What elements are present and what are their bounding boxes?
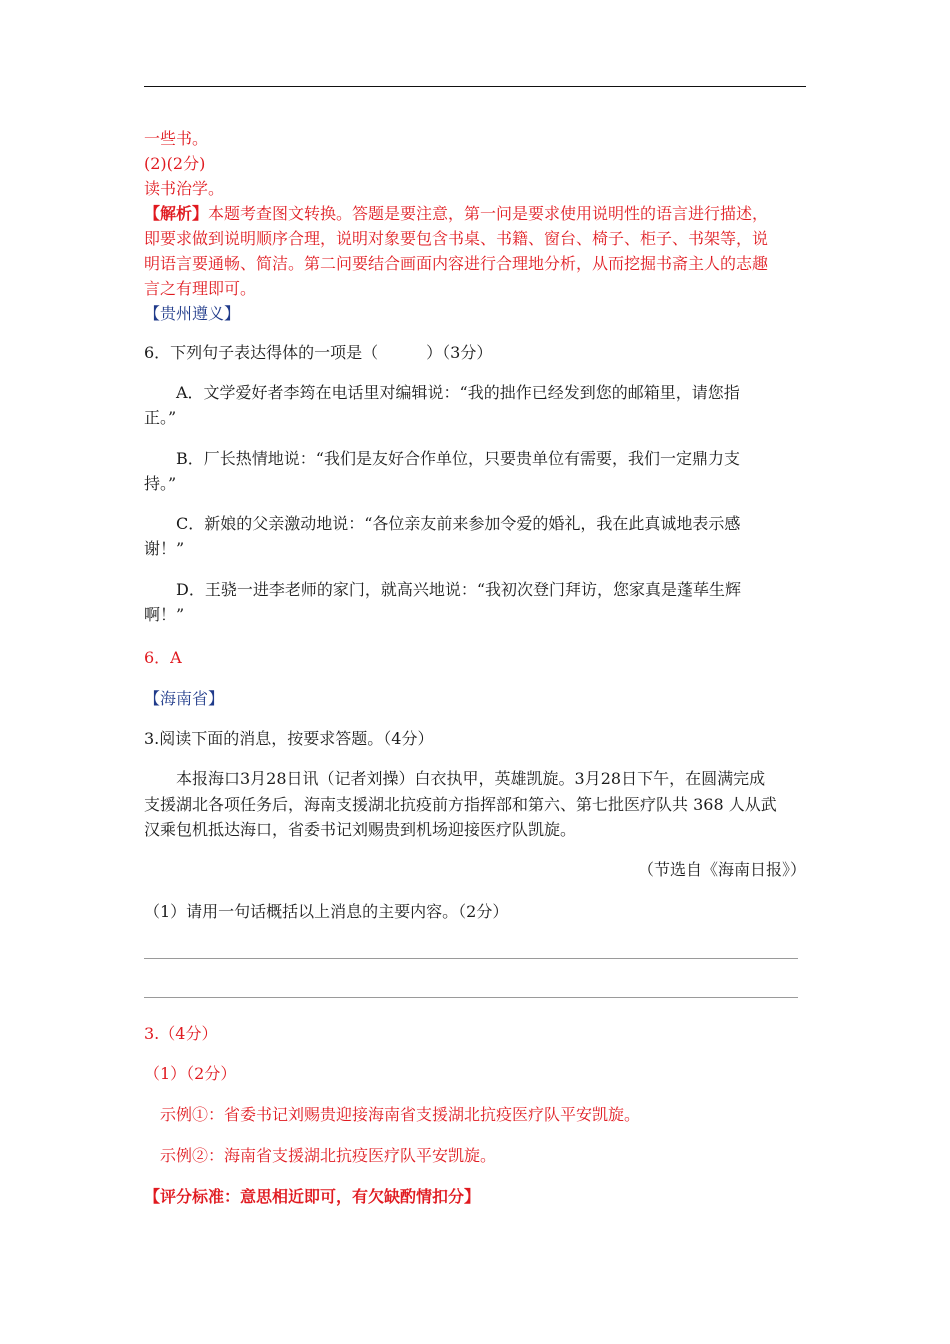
q3-stem: 3.阅读下面的消息，按要求答题。（4分） (144, 729, 434, 748)
analysis-line-4: 言之有理即可。 (144, 279, 257, 298)
q3-example-1: 示例①：省委书记刘赐贵迎接海南省支援湖北抗疫医疗队平安凯旋。 (160, 1105, 641, 1124)
q6-option-c-line-2: 谢！” (144, 539, 185, 558)
prev-answer-line-2: (2)(2分) (144, 154, 206, 173)
news-line-1: 本报海口3月28日讯（记者刘操）白衣执甲，英雄凯旋。3月28日下午，在圆满完成 (176, 769, 766, 788)
news-source: （节选自《海南日报》） (637, 860, 806, 879)
q3-example-2: 示例②：海南省支援湖北抗疫医疗队平安凯旋。 (160, 1146, 497, 1165)
analysis-line-3: 明语言要通畅、简洁。第二问要结合画面内容进行合理地分析，从而挖掘书斋主人的志趣 (144, 254, 769, 273)
q6-option-a-line-1: A．文学爱好者李筠在电话里对编辑说：“我的拙作已经发到您的邮箱里，请您指 (176, 383, 740, 402)
q6-answer: 6．A (144, 648, 182, 667)
q6-option-a-line-2: 正。” (144, 408, 177, 427)
analysis-text-1: 本题考查图文转换。答题是要注意，第一问是要求使用说明性的语言进行描述， (208, 204, 769, 223)
q3-answer-sub1: （1）（2分） (144, 1064, 237, 1083)
header-rule (144, 86, 806, 87)
q6-option-d-line-1: D．王骁一进李老师的家门，就高兴地说：“我初次登门拜访，您家真是蓬荜生辉 (176, 580, 742, 599)
analysis-tag: 【解析】 (144, 204, 209, 223)
q3-sub-question-1: （1）请用一句话概括以上消息的主要内容。（2分） (144, 902, 509, 921)
news-line-3: 汉乘包机抵达海口，省委书记刘赐贵到机场迎接医疗队凯旋。 (144, 820, 577, 839)
prev-answer-line-1: 一些书。 (144, 129, 209, 148)
q6-option-b-line-2: 持。” (144, 474, 177, 493)
q6-stem: 6．下列句子表达得体的一项是（ ）（3分） (144, 343, 493, 362)
q6-option-c-line-1: C．新娘的父亲激动地说：“各位亲友前来参加令爱的婚礼，我在此真诚地表示感 (176, 514, 741, 533)
source-tag-hainan: 【海南省】 (144, 689, 225, 708)
analysis-line-2: 即要求做到说明顺序合理，说明对象要包含书桌、书籍、窗台、椅子、柜子、书架等，说 (144, 229, 769, 248)
answer-blank-line-2 (144, 997, 798, 998)
q3-answer-head: 3.（4分） (144, 1024, 218, 1043)
q6-option-b-line-1: B．厂长热情地说：“我们是友好合作单位，只要贵单位有需要，我们一定鼎力支 (176, 449, 740, 468)
answer-blank-line-1 (144, 958, 798, 959)
source-tag-guizhou: 【贵州遵义】 (144, 304, 241, 323)
q3-scoring-criteria: 【评分标准：意思相近即可，有欠缺酌情扣分】 (144, 1187, 481, 1206)
prev-answer-line-3: 读书治学。 (144, 179, 225, 198)
q6-option-d-line-2: 啊！” (144, 605, 185, 624)
news-line-2: 支援湖北各项任务后，海南支援湖北抗疫前方指挥部和第六、第七批医疗队共 368 人从武 (144, 795, 777, 814)
analysis-line-1 (144, 201, 806, 227)
